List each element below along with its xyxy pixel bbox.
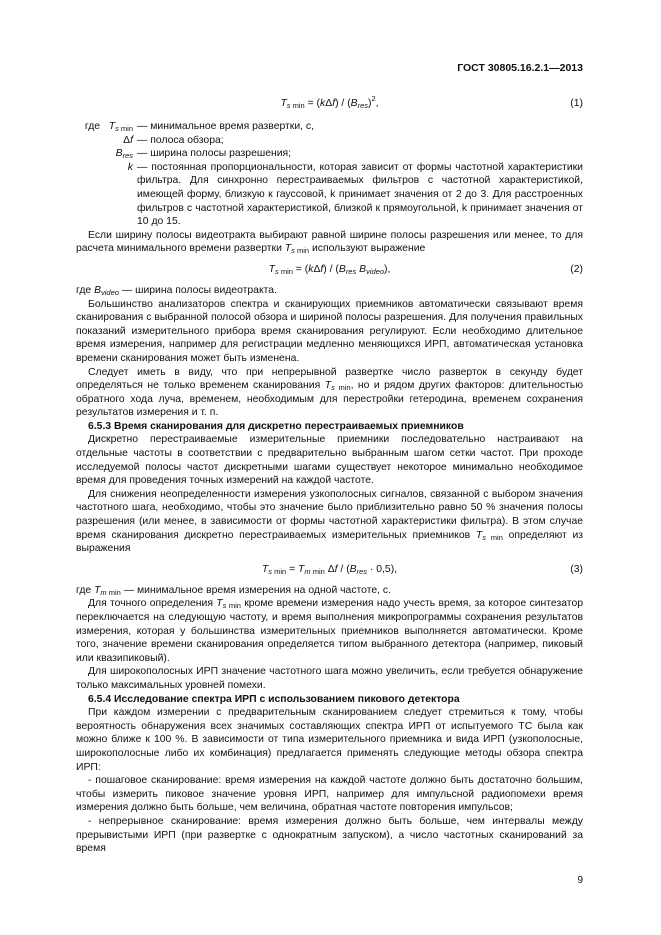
paragraph-analyzers: Большинство анализаторов спектра и сканирующих приемников автоматически связывают время сканирования с выбранной полосой обзора и шириной полосы разрешения. Для получения правильных показаний измерительного прибора время сканирования регулируют. Если необходимо длительное время измерения, например для регистрации медленно меняющихся ИРП, автоматическая установка времени сканирования может быть изменена. xyxy=(76,298,583,364)
formula-2 xyxy=(76,256,583,284)
paragraph-exact-determination: Для точного определения $T_{s min}$ кроме времени измерения надо учесть время, за которое синтезатор переключается на следующую частоту, и время выполнения микропрограммы сохранения результатов измерения, которая у большинства измерительных приемников выполняется автоматически. Кроме того, значение времени сканирования определяется типом выбранного детектора (например, пиковый или квазипиковый). xyxy=(76,598,584,664)
standard-header: ГОСТ 30805.16.2.1—2013 xyxy=(457,62,583,74)
page-number: 9 xyxy=(577,875,583,886)
paragraph-continuous-sweep: Следует иметь в виду, что при непрерывной развертке число разверток в секунду будет определяться не только временем сканирования $T_{s min}$, но и рядом других факторов: длительностью обратного хода луча, временем, необходимым для перестройки гетеродина, временем сохранения результатов измерения и т. п. xyxy=(76,366,584,419)
paragraph-discrete-receivers: Дискретно перестраиваемые измерительные приемники последовательно настраивают на отдельные частоты в соответствии с предварительно выбранным шагом сетки частот. При проходе исследуемой полосы частот дискретными шагами существует некоторое минимально необходимое время для проведения точных измерений на каждой частоте. xyxy=(76,434,583,487)
paragraph-step-uncertainty: Для снижения неопределенности измерения узкополосных сигналов, связанной с выбором значения частотного шага, необходимо, чтобы это значение было приблизительно равно 50 % значения полосы разрешения (или менее, в зависимости от формы частотной характеристики фильтра). В этом случае время сканирования дискретно перестраиваемых измерительных приемников $T_{s min}$ определяют из выражения xyxy=(76,488,584,555)
def-df-text: — полоса обзора; xyxy=(137,134,224,146)
def-bvideo: где $B_{video}$ — ширина полосы видеотракта. xyxy=(76,284,277,297)
formula-2-number: (2) xyxy=(570,263,583,275)
def-bres: $B_{res}$ — ширина полосы разрешения; xyxy=(76,147,583,161)
formula-1-number: (1) xyxy=(570,98,583,109)
def-k: k — постоянная пропорциональности, которая зависит от формы частотной характеристики фильтра. Для синхронно перестраиваемых фильтров с частотной характеристикой, имеющей форму, близкую к гауссовой, k принимает значения от 2 до 3. Для расстроенных фильтров с частотной характеристикой, близкой к прямоугольной, k принимает значения от 10 до 15. xyxy=(127,161,583,228)
paragraph-prescan: При каждом измерении с предварительным сканированием следует стремиться к тому, чтобы вероятность обнаружения всех значимых составляющих спектра ИРП от испытуемого ТС была как можно ближе к 100 %. В зависимости от типа измерительного приемника и вида ИРП (узкополосные, широкополосные либо их комбинация) предлагается применять следующие методы обзора спектра ИРП: xyxy=(76,707,583,773)
paragraph-step-scan: - пошаговое сканирование: время измерения на каждой частоте должно быть достаточно большим, чтобы измерить пиковое значение уровня ИРП, например для импульсной радиопомехи время измерения должно быть больше, чем величина, обратная частоте повторения импульсов; xyxy=(76,775,583,814)
formula-1 xyxy=(76,90,583,118)
def-tsmin: где $T_{s min}$ — минимальное время развертки, с, xyxy=(76,120,583,134)
def-df: Δf — полоса обзора; xyxy=(76,134,583,148)
def-k-text: — постоянная пропорциональности, которая зависит от формы частотной характеристики фильтра. Для синхронно перестраиваемых фильтров с частотной характеристикой, имеющей форму, близкую к гауссовой, k принимает значения от 2 до 3. Для расстроенных фильтров с частотной характеристикой, близкой к прямоугольной, k принимает значения от 10 до 15. xyxy=(137,161,583,228)
paragraph-continuous-scan: - непрерывное сканирование: время измерения должно быть больше, чем интервалы между прерывистыми ИРП (при развертке с однократным запуском), а число частотных сканирований за время xyxy=(76,815,583,855)
def-bres-text: — ширина полосы разрешения; xyxy=(137,148,292,160)
formula-3-number: (3) xyxy=(570,563,583,575)
formula-3-expr: $T_{s min} = T_{m min}$ $\Delta f / (B_{res} \cdot 0,5)$, xyxy=(261,563,398,576)
heading-6-5-4: 6.5.4 Исследование спектра ИРП с использованием пикового детектора xyxy=(88,693,460,705)
where-word: где xyxy=(84,121,101,132)
def-tsmin-text: — минимальное время развертки, с, xyxy=(137,121,314,132)
page-body xyxy=(76,90,583,856)
definitions-1 xyxy=(76,120,583,229)
formula-1-expr: $T_{s min} = (k\Delta f) / (B_{res})^2$, xyxy=(280,94,379,110)
paragraph-videotract: Если ширину полосы видеотракта выбирают равной ширине полосы разрешения или менее, то для расчета минимального времени развертки $T_{s min}$ используют выражение xyxy=(76,229,583,256)
formula-3 xyxy=(76,556,583,584)
def-tmmin: где $T_{m min}$ — минимальное время измерения на одной частоте, с. xyxy=(76,584,392,597)
paragraph-broadband: Для широкополосных ИРП значение частотного шага можно увеличить, если требуется обнаружение только максимальных уровней помехи. xyxy=(76,666,583,691)
formula-2-expr: $T_{s min} = (k\Delta f) / (B_{res}$ $B_{video}$), xyxy=(268,263,391,276)
heading-6-5-3: 6.5.3 Время сканирования для дискретно перестраиваемых приемников xyxy=(88,420,464,432)
